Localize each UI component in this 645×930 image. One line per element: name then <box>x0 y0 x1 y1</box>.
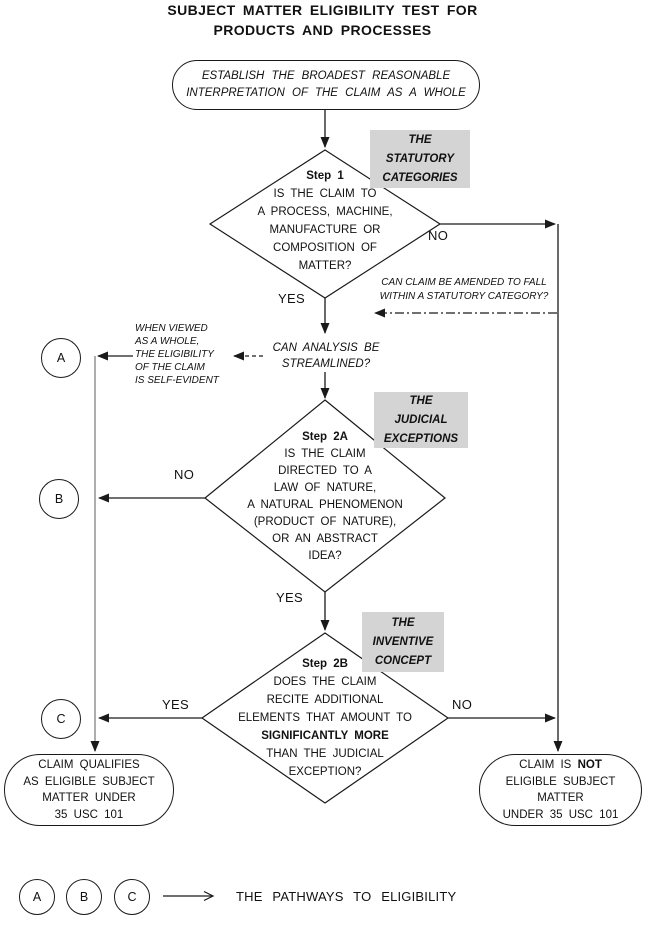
legend-circle-a: A <box>19 879 55 915</box>
category-judicial-l1: THE <box>409 394 433 407</box>
not-eligible-line: MATTER <box>537 792 584 804</box>
streamline-line2: STREAMLINED? <box>281 358 371 370</box>
not-eligible-terminator <box>479 754 642 826</box>
page-title <box>0 0 645 40</box>
category-judicial-l3: EXCEPTIONS <box>383 432 459 445</box>
start-terminator <box>172 60 480 110</box>
category-statutory-l1: THE <box>408 133 432 146</box>
step2a-line: A NATURAL PHENOMENON <box>247 499 403 511</box>
step1-no-label: NO <box>428 228 449 243</box>
start-line1: ESTABLISH THE BROADEST REASONABLE <box>201 70 451 82</box>
step2a-label: Step 2A <box>302 431 348 443</box>
amend-note-line1: CAN CLAIM BE AMENDED TO FALL <box>381 277 547 288</box>
legend-circle-b: B <box>66 879 102 915</box>
step1-label: Step 1 <box>306 170 344 182</box>
step1-line: MATTER? <box>298 260 352 272</box>
eligible-line: CLAIM QUALIFIES <box>38 759 140 771</box>
step2a-yes-label: YES <box>276 590 303 605</box>
legend-circle-c: C <box>114 879 150 915</box>
step2a-line: (PRODUCT OF NATURE), <box>253 516 397 528</box>
self-evident-line: WHEN VIEWED <box>135 323 208 334</box>
legend-caption: THE PATHWAYS TO ELIGIBILITY <box>236 889 457 904</box>
step1-yes-label: YES <box>278 291 305 306</box>
page-title-line1: SUBJECT MATTER ELIGIBILITY TEST FOR <box>167 2 478 18</box>
step1-line: IS THE CLAIM TO <box>273 188 377 200</box>
step1-line: A PROCESS, MACHINE, <box>257 206 393 218</box>
step2b-bold-line: SIGNIFICANTLY MORE <box>261 730 389 742</box>
self-evident-note <box>135 322 235 387</box>
category-inventive-l2: INVENTIVE <box>372 635 434 648</box>
eligible-line: AS ELIGIBLE SUBJECT <box>23 775 155 788</box>
step2a-question <box>215 429 435 565</box>
pathway-circle-a: A <box>41 338 81 378</box>
self-evident-line: OF THE CLAIM <box>135 362 205 373</box>
step2b-line: RECITE ADDITIONAL <box>266 694 384 706</box>
eligible-line: 35 USC 101 <box>54 808 124 821</box>
step2a-line: LAW OF NATURE, <box>273 482 377 494</box>
category-statutory-l3: CATEGORIES <box>382 171 458 184</box>
step2a-line: DIRECTED TO A <box>278 465 372 477</box>
step2a-line: IDEA? <box>308 550 342 562</box>
step2b-no-label: NO <box>452 697 473 712</box>
pathway-circle-b: B <box>39 479 79 519</box>
amend-note-line2: WITHIN A STATUTORY CATEGORY? <box>379 291 549 302</box>
page-title-line2: PRODUCTS AND PROCESSES <box>213 22 432 38</box>
self-evident-line: AS A WHOLE, <box>135 336 200 347</box>
category-statutory-l2: STATUTORY <box>385 152 455 165</box>
step2b-question <box>205 655 445 781</box>
step2b-line: ELEMENTS THAT AMOUNT TO <box>238 712 412 724</box>
eligible-terminator <box>4 754 174 826</box>
category-judicial-l2: JUDICIAL <box>394 413 448 426</box>
self-evident-line: THE ELIGIBILITY <box>135 349 214 360</box>
step1-question <box>215 167 435 275</box>
step1-line: COMPOSITION OF <box>273 242 377 254</box>
streamline-question <box>253 340 399 372</box>
category-inventive-l3: CONCEPT <box>374 654 432 667</box>
step2b-yes-label: YES <box>162 697 189 712</box>
not-eligible-line: ELIGIBLE SUBJECT <box>505 775 616 788</box>
step1-line: MANUFACTURE OR <box>269 224 381 236</box>
pathway-circle-c: C <box>41 699 81 739</box>
category-inventive-l1: THE <box>391 616 415 629</box>
step2b-line: DOES THE CLAIM <box>273 676 377 688</box>
step2a-line: OR AN ABSTRACT <box>272 533 378 545</box>
amend-note <box>368 276 560 304</box>
not-eligible-line: UNDER 35 USC 101 <box>502 808 619 821</box>
step2b-line: EXCEPTION? <box>288 766 362 778</box>
step2b-label: Step 2B <box>302 658 348 670</box>
start-line2: INTERPRETATION OF THE CLAIM AS A WHOLE <box>186 87 466 99</box>
streamline-line1: CAN ANALYSIS BE <box>272 342 380 354</box>
step2b-line: THAN THE JUDICIAL <box>266 748 384 760</box>
self-evident-line: IS SELF-EVIDENT <box>135 375 219 386</box>
eligible-line: MATTER UNDER <box>42 792 136 804</box>
step2a-no-label: NO <box>174 467 195 482</box>
not-eligible-line1: CLAIM IS NOT <box>519 759 602 771</box>
step2a-line: IS THE CLAIM <box>284 448 366 460</box>
